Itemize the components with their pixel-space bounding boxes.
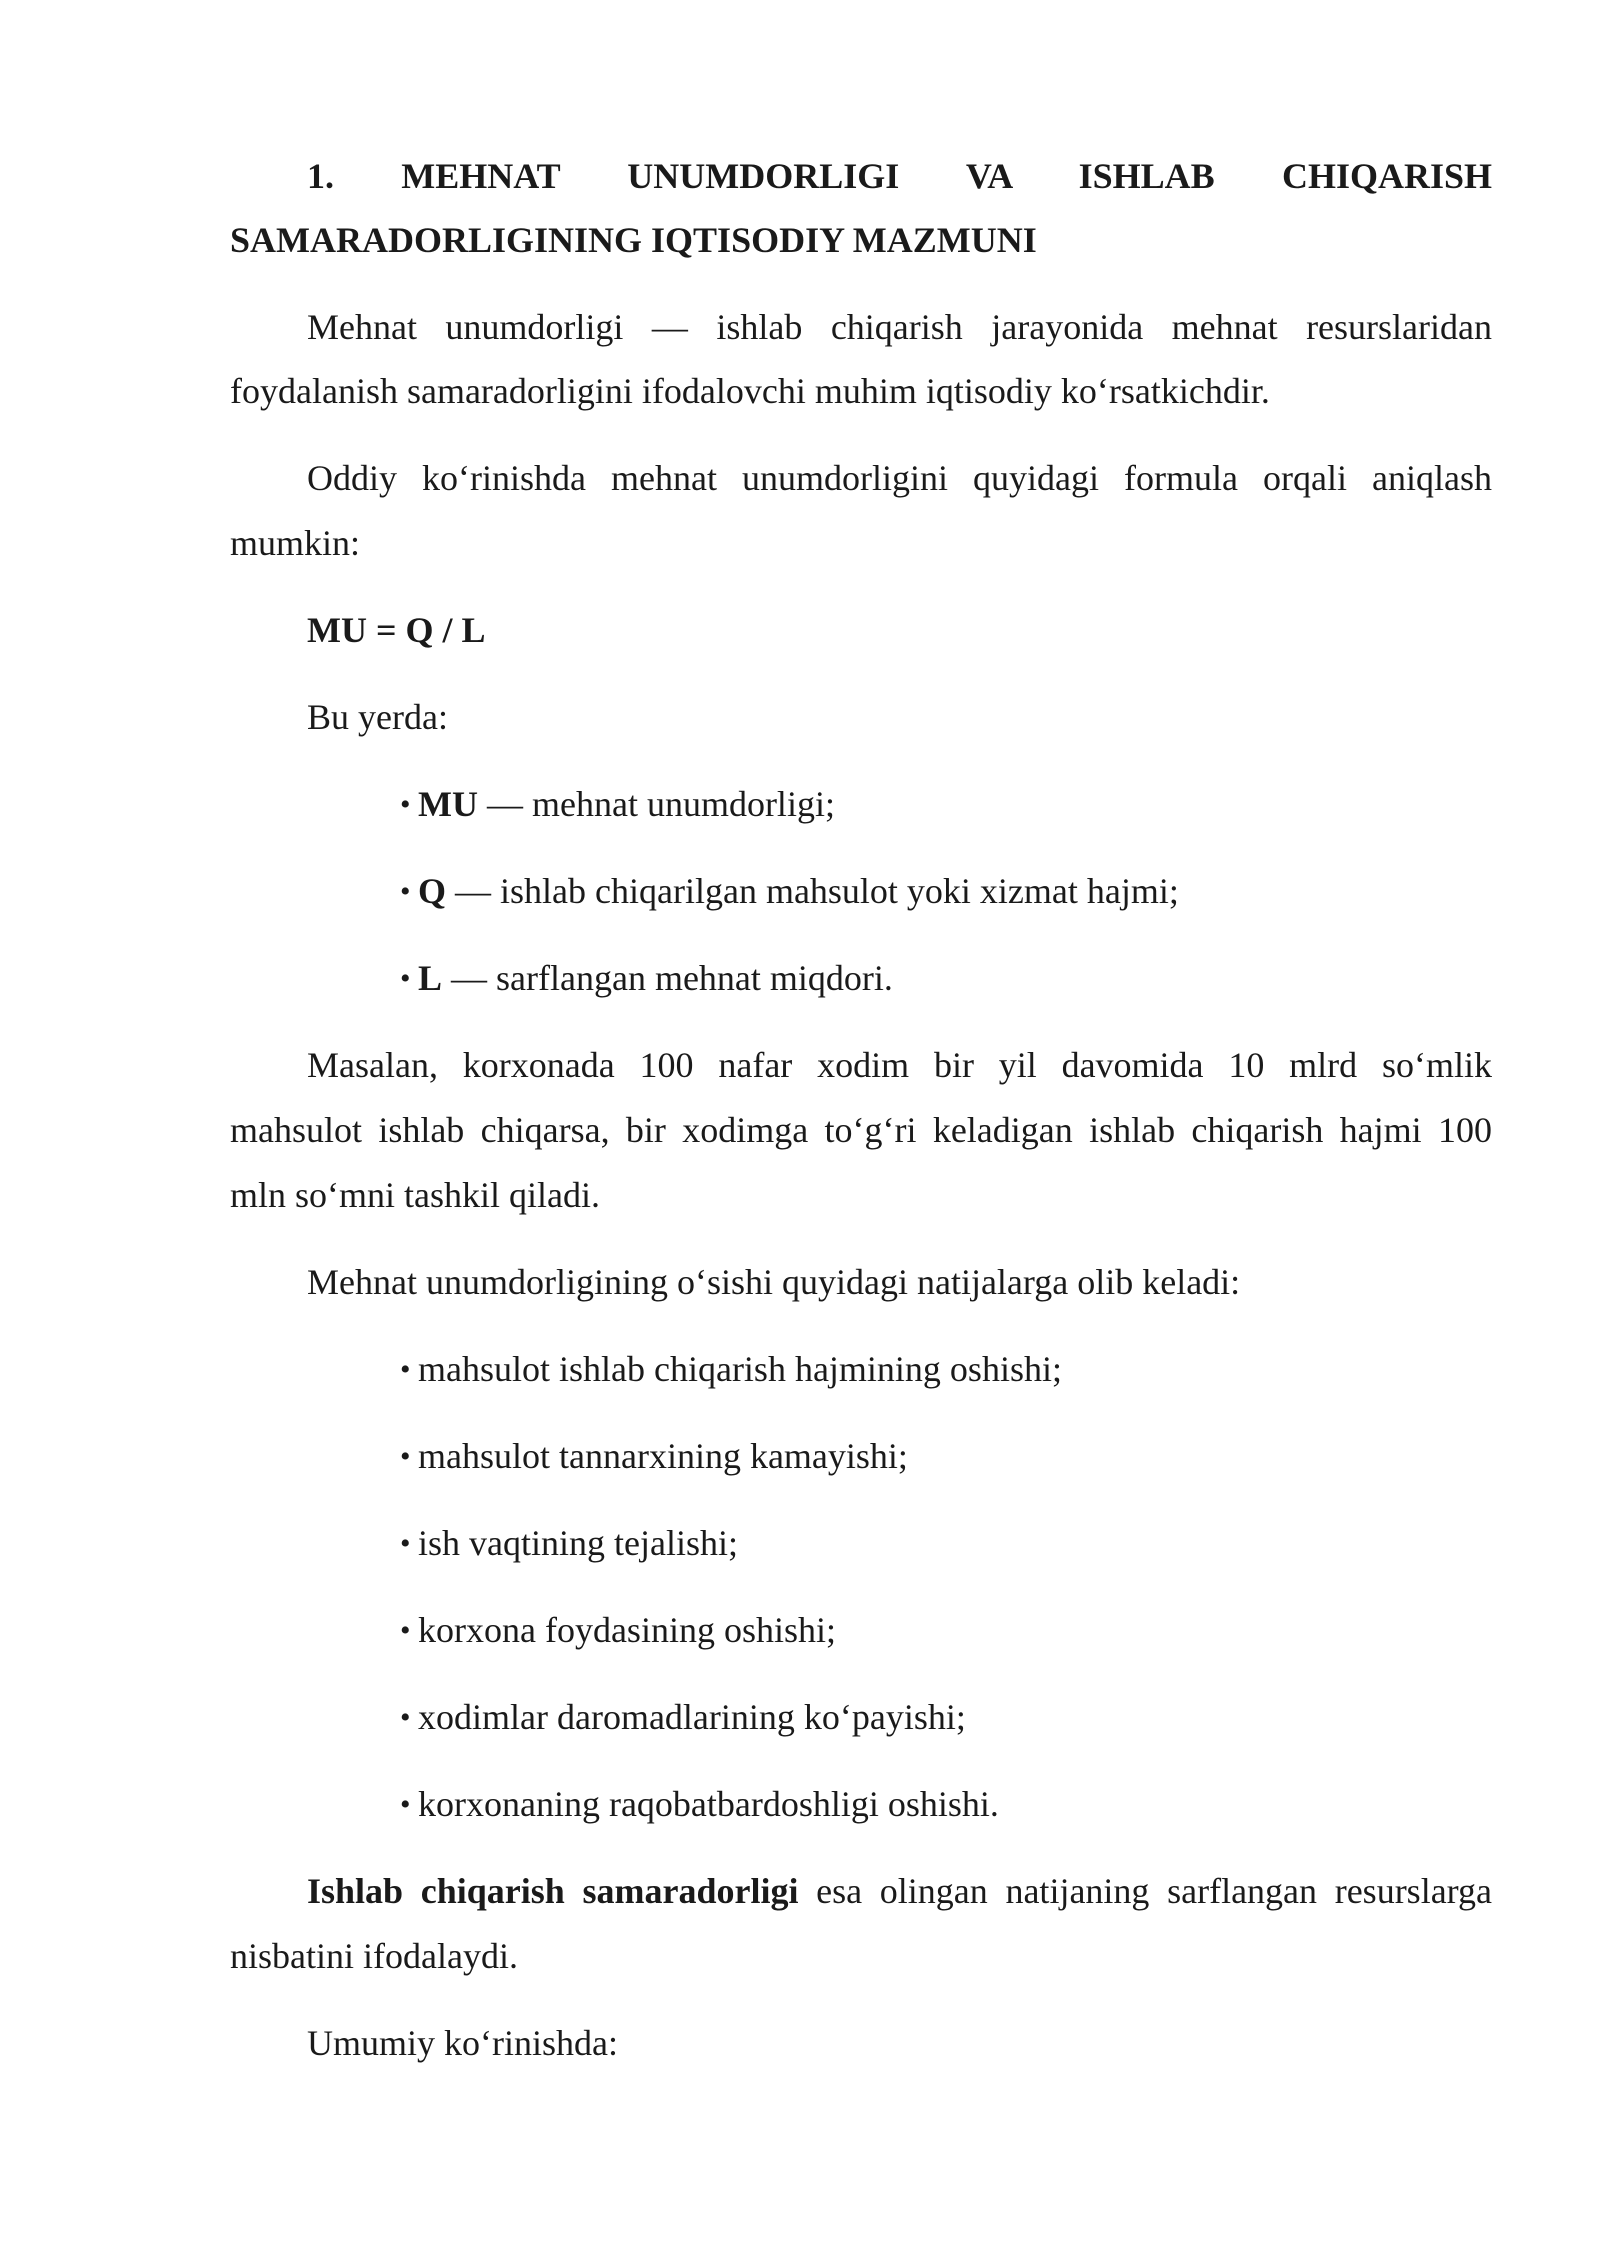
result-item [400, 1521, 738, 1566]
definition-term: Q [418, 871, 447, 911]
para5-bold-term: Ishlab chiqarish samaradorligi [307, 1871, 799, 1911]
bullet-icon: • [400, 1440, 411, 1473]
where-label: Bu yerda: [307, 697, 448, 737]
definition-item [400, 782, 835, 827]
bullet-icon: • [400, 788, 411, 821]
para6: Umumiy koʻrinishda: [307, 2023, 618, 2063]
result-item [400, 1347, 1062, 1392]
document-page [230, 0, 1492, 2262]
para4: Mehnat unumdorligining oʻsishi quyidagi natijalarga olib keladi: [307, 1262, 1241, 1302]
heading-line-2: SAMARADORLIGINING IQTISODIY MAZMUNI [230, 220, 1037, 260]
definition-text: — sarflangan mehnat miqdori. [442, 958, 893, 998]
para3-line-3: mln soʻmni tashkil qiladi. [230, 1175, 600, 1215]
definition-term: MU [418, 784, 478, 824]
para5-rest: esa olingan natijaning sarflangan resurslarga [798, 1871, 1492, 1911]
result-item [400, 1782, 999, 1827]
para3-line-1: Masalan, korxonada 100 nafar xodim bir yil davomida 10 mlrd soʻmlik [307, 1045, 1492, 1085]
result-text: korxona foydasining oshishi; [418, 1610, 836, 1650]
definition-term: L [418, 958, 443, 998]
bullet-icon: • [400, 1527, 411, 1560]
heading-line-1 [307, 154, 1492, 198]
bullet-icon: • [400, 1353, 411, 1386]
bullet-icon: • [400, 962, 411, 995]
para3-line-2: mahsulot ishlab chiqarsa, bir xodimga toʻgʻri keladigan ishlab chiqarish hajmi 100 [230, 1110, 1492, 1150]
definition-text: — mehnat unumdorligi; [477, 784, 835, 824]
formula: MU = Q / L [307, 610, 486, 650]
bullet-icon: • [400, 1614, 411, 1647]
result-text: ish vaqtining tejalishi; [418, 1523, 738, 1563]
para2-line-2: mumkin: [230, 523, 361, 563]
bullet-icon: • [400, 1788, 411, 1821]
heading-text-1: 1. MEHNAT UNUMDORLIGI VA ISHLAB CHIQARISH [307, 156, 1492, 196]
para5-line-2: nisbatini ifodalaydi. [230, 1936, 518, 1976]
result-text: mahsulot ishlab chiqarish hajmining oshishi; [418, 1349, 1062, 1389]
definition-item [400, 869, 1179, 914]
para2-line-1: Oddiy koʻrinishda mehnat unumdorligini quyidagi formula orqali aniqlash [307, 458, 1492, 498]
result-text: mahsulot tannarxining kamayishi; [418, 1436, 908, 1476]
bullet-icon: • [400, 1701, 411, 1734]
definition-text: — ishlab chiqarilgan mahsulot yoki xizmat hajmi; [446, 871, 1179, 911]
result-text: xodimlar daromadlarining koʻpayishi; [418, 1697, 966, 1737]
para1-line-1: Mehnat unumdorligi — ishlab chiqarish jarayonida mehnat resurslaridan [307, 307, 1492, 347]
result-item [400, 1695, 966, 1740]
result-item [400, 1434, 908, 1479]
para5-line-1 [307, 1869, 1492, 1913]
result-text: korxonaning raqobatbardoshligi oshishi. [418, 1784, 999, 1824]
bullet-icon: • [400, 875, 411, 908]
result-item [400, 1608, 836, 1653]
para1-line-2: foydalanish samaradorligini ifodalovchi muhim iqtisodiy koʻrsatkichdir. [230, 371, 1270, 411]
definition-item [400, 956, 893, 1001]
